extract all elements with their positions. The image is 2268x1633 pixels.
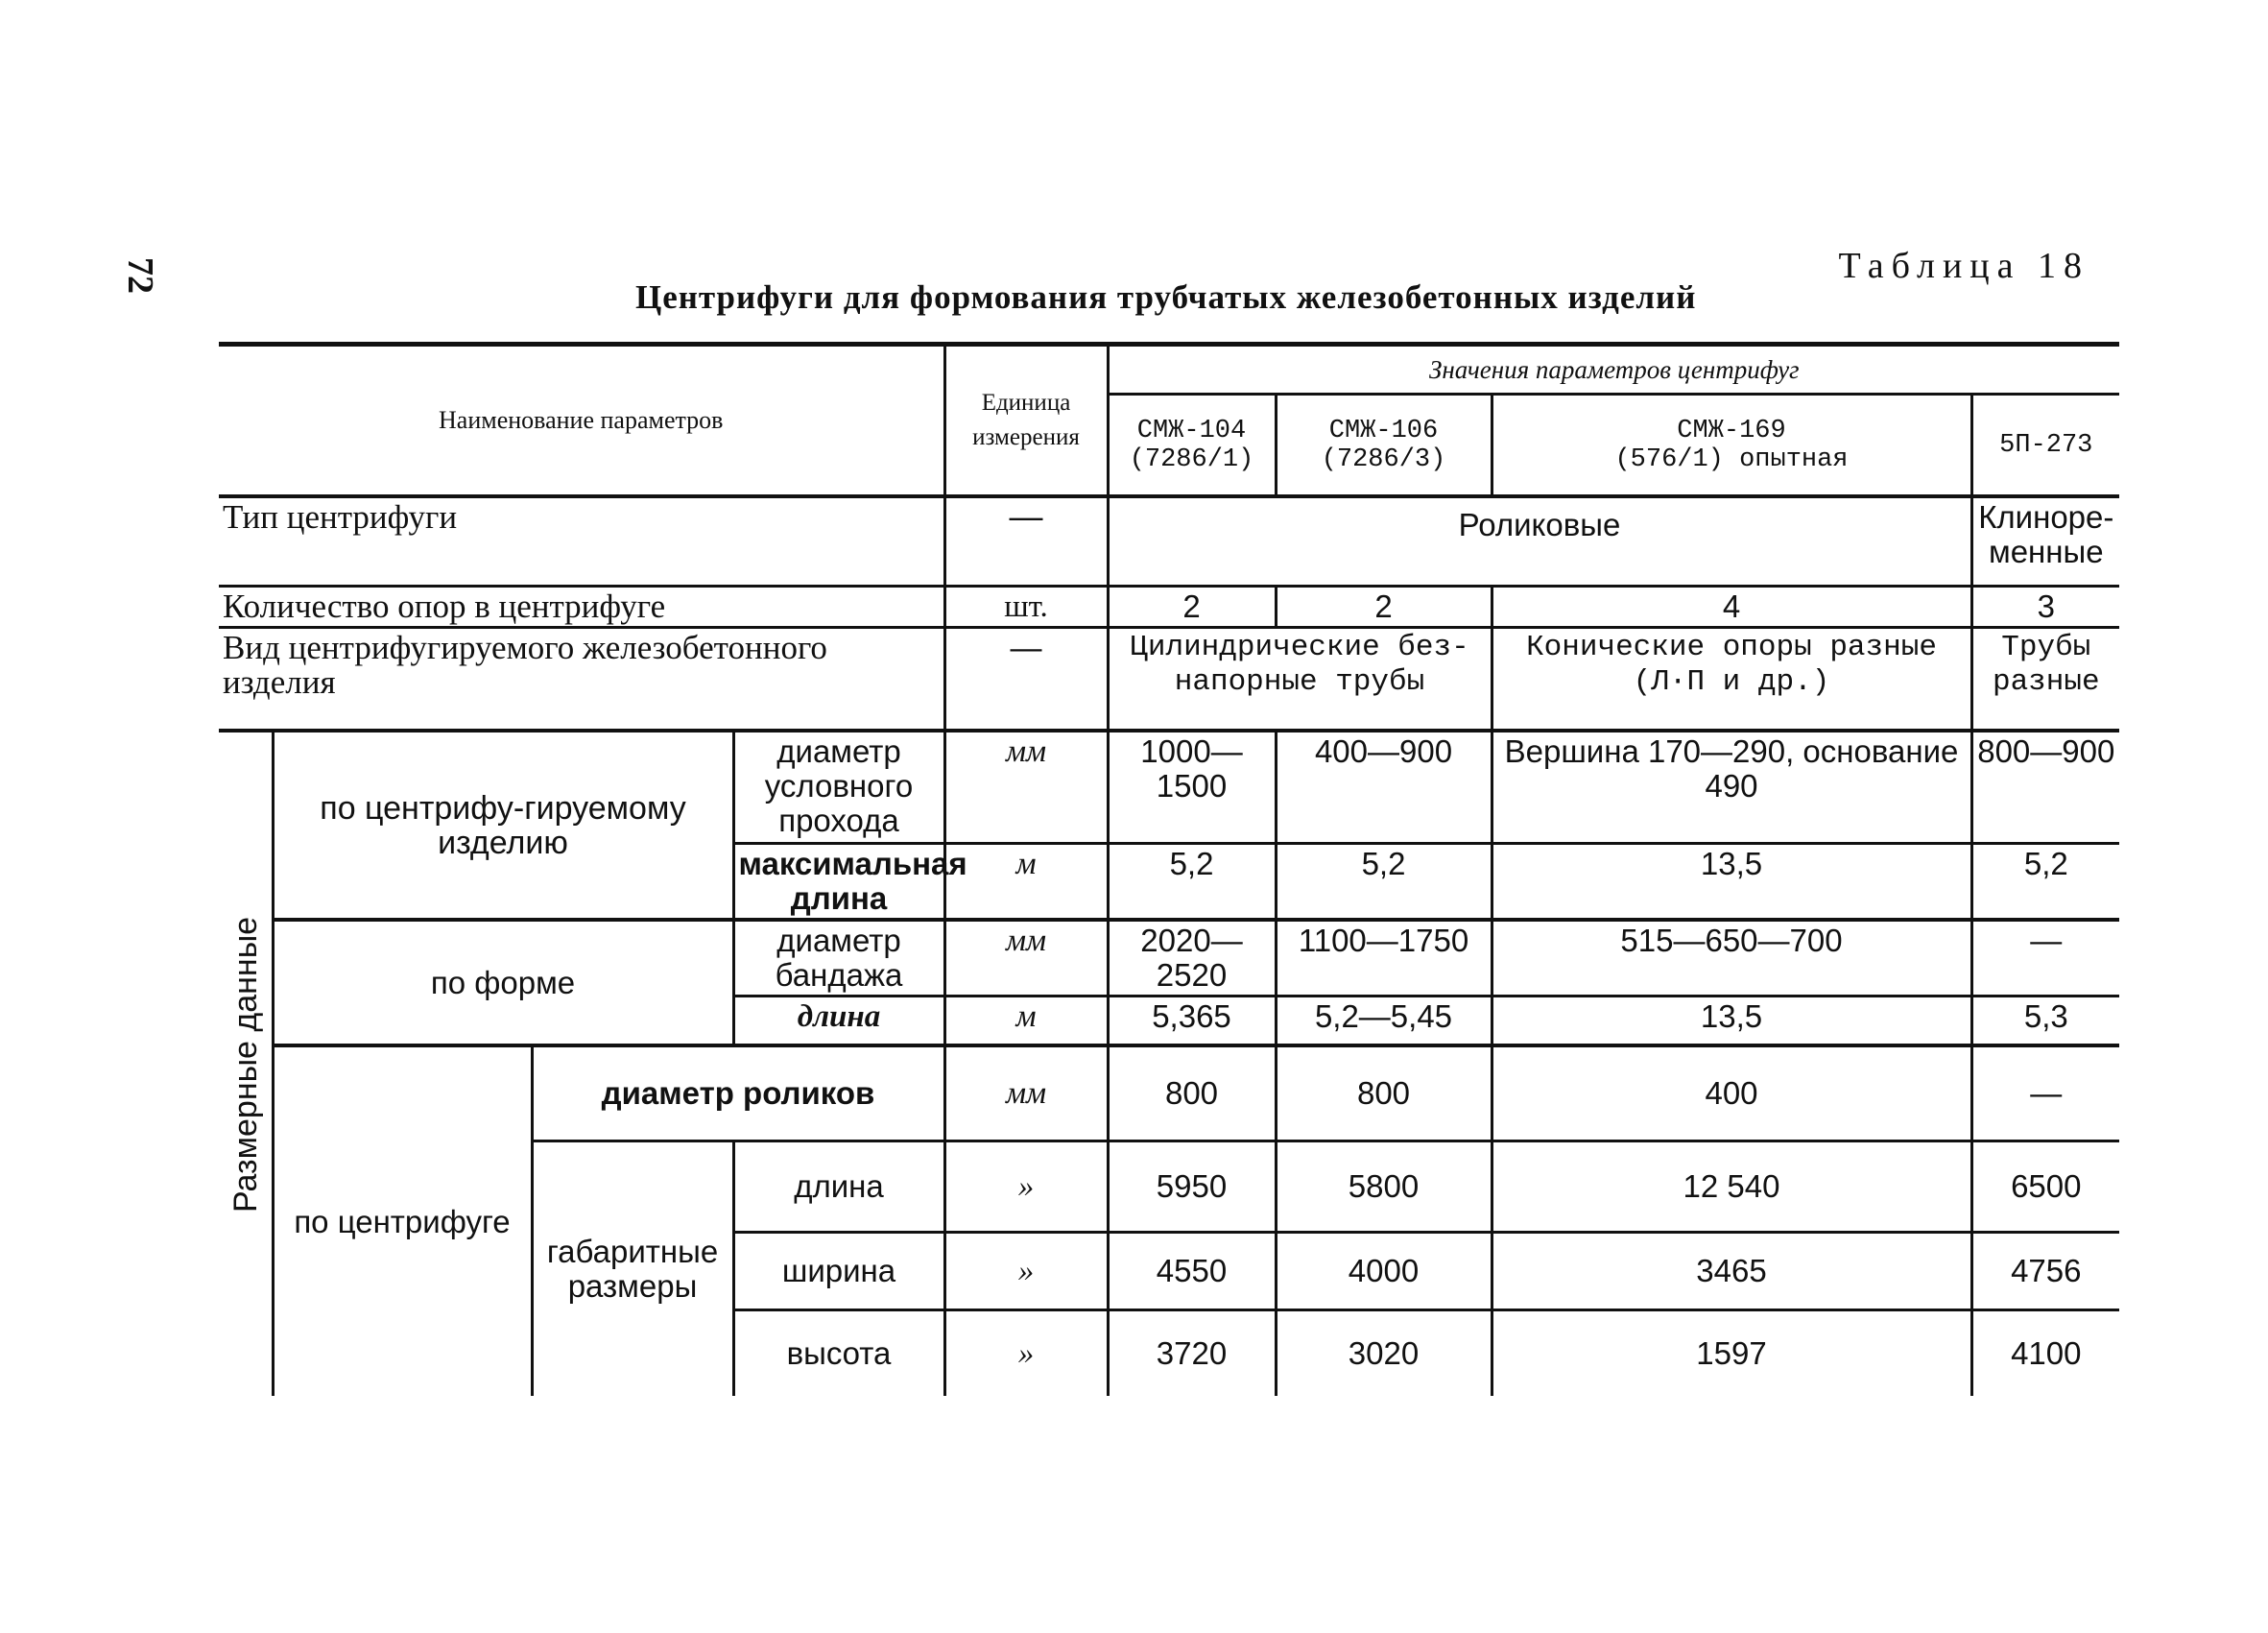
- overall-length-value-3: 12 540: [1492, 1141, 1971, 1233]
- header-model-3: [1492, 395, 1971, 497]
- supports-value-4: 3: [1971, 587, 2119, 628]
- diameter-unit: мм: [944, 731, 1108, 844]
- dims-overall-group: габаритные размеры: [532, 1141, 733, 1397]
- roller-diameter-unit: мм: [944, 1045, 1108, 1141]
- row-product-pipes: Трубы разные: [1971, 628, 2119, 732]
- roller-value-4: —: [1971, 1045, 2119, 1141]
- form-length-value-3: 13,5: [1492, 997, 1971, 1046]
- model-2-code: (7286/3): [1321, 444, 1446, 474]
- roller-value-2: 800: [1276, 1045, 1492, 1141]
- header-model-2: [1276, 395, 1492, 497]
- form-length-label: длина: [733, 997, 944, 1046]
- overall-length-value-1: 5950: [1108, 1141, 1276, 1233]
- header-param-name: Наименование параметров: [219, 345, 944, 497]
- band-value-2: 1100—1750: [1276, 920, 1492, 997]
- overall-length-value-2: 5800: [1276, 1141, 1492, 1233]
- dims-form-group: по форме: [273, 920, 733, 1045]
- overall-length-label: длина: [733, 1141, 944, 1233]
- model-1-name: СМЖ-104: [1136, 416, 1247, 445]
- model-3-name: СМЖ-169: [1677, 416, 1786, 445]
- max-length-unit: м: [944, 844, 1108, 921]
- model-3-code: (576/1) опытная: [1614, 444, 1849, 474]
- supports-value-2: 2: [1276, 587, 1492, 628]
- max-length-value-4: 5,2: [1971, 844, 2119, 921]
- row-supports: [219, 587, 2119, 628]
- diameter-value-3: Вершина 170—290, основание 490: [1492, 731, 1971, 844]
- row-dim-diameter: [219, 731, 2119, 844]
- model-2-name: СМЖ-106: [1328, 416, 1439, 445]
- max-length-value-2: 5,2: [1276, 844, 1492, 921]
- row-dim-roller: [219, 1045, 2119, 1141]
- header-values-group: Значения параметров центрифуг: [1108, 345, 2119, 395]
- row-type-label: Тип центрифуги: [219, 496, 944, 587]
- overall-height-unit: »: [944, 1310, 1108, 1397]
- overall-height-label: высота: [733, 1310, 944, 1397]
- max-length-value-1: 5,2: [1108, 844, 1276, 921]
- overall-height-value-4: 4100: [1971, 1310, 2119, 1397]
- header-model-4: [1971, 395, 2119, 497]
- row-type: [219, 496, 2119, 587]
- max-length-label: максимальная длина: [733, 844, 944, 921]
- header-unit: Единица измерения: [944, 345, 1108, 497]
- form-length-value-2: 5,2—5,45: [1276, 997, 1492, 1046]
- table-label: Таблица 18: [1838, 246, 2089, 286]
- overall-width-value-4: 4756: [1971, 1233, 2119, 1310]
- form-length-value-4: 5,3: [1971, 997, 2119, 1046]
- row-product-cyl: Цилиндрические без-напорные трубы: [1108, 628, 1492, 732]
- row-supports-unit: шт.: [944, 587, 1108, 628]
- row-product-conic: Конические опоры разные (Л·П и др.): [1492, 628, 1971, 732]
- dims-centrifuge-group: по центрифуге: [273, 1045, 532, 1396]
- overall-length-value-4: 6500: [1971, 1141, 2119, 1233]
- band-value-4: —: [1971, 920, 2119, 997]
- overall-length-unit: »: [944, 1141, 1108, 1233]
- row-product-unit: —: [944, 628, 1108, 732]
- supports-value-3: 4: [1492, 587, 1971, 628]
- row-type-wedge: Клиноре-менные: [1971, 496, 2119, 587]
- max-length-value-3: 13,5: [1492, 844, 1971, 921]
- band-value-3: 515—650—700: [1492, 920, 1971, 997]
- overall-height-value-3: 1597: [1492, 1310, 1971, 1397]
- row-dim-band: [219, 920, 2119, 997]
- band-value-1: 2020—2520: [1108, 920, 1276, 997]
- dims-product-group: по центрифу-гируемому изделию: [273, 731, 733, 920]
- overall-width-label: ширина: [733, 1233, 944, 1310]
- diameter-value-4: 800—900: [1971, 731, 2119, 844]
- form-length-value-1: 5,365: [1108, 997, 1276, 1046]
- overall-width-value-2: 4000: [1276, 1233, 1492, 1310]
- overall-width-unit: »: [944, 1233, 1108, 1310]
- table-title: Центрифуги для формования трубчатых железобетонных изделий: [635, 278, 1697, 316]
- band-diameter-label: диаметр бандажа: [733, 920, 944, 997]
- model-4-name: 5П-273: [1999, 430, 2093, 460]
- roller-value-1: 800: [1108, 1045, 1276, 1141]
- diameter-value-2: 400—900: [1276, 731, 1492, 844]
- band-diameter-unit: мм: [944, 920, 1108, 997]
- centrifuge-table: [219, 342, 2119, 1396]
- dims-group-cell: [219, 731, 273, 1396]
- diameter-label: диаметр условного прохода: [733, 731, 944, 844]
- row-product-label: Вид центрифугируемого железобетонного изделия: [219, 628, 944, 732]
- row-type-unit: —: [944, 496, 1108, 587]
- overall-height-value-2: 3020: [1276, 1310, 1492, 1397]
- form-length-unit: м: [944, 997, 1108, 1046]
- header-model-1: [1108, 395, 1276, 497]
- overall-width-value-3: 3465: [1492, 1233, 1971, 1310]
- header-row-1: [219, 345, 2119, 395]
- supports-value-1: 2: [1108, 587, 1276, 628]
- roller-value-3: 400: [1492, 1045, 1971, 1141]
- row-product: [219, 628, 2119, 732]
- model-1-code: (7286/1): [1129, 444, 1254, 474]
- diameter-value-1: 1000—1500: [1108, 731, 1276, 844]
- overall-height-value-1: 3720: [1108, 1310, 1276, 1397]
- page-number: 72: [120, 257, 160, 294]
- row-supports-label: Количество опор в центрифуге: [219, 587, 944, 628]
- roller-diameter-label: диаметр роликов: [532, 1045, 944, 1141]
- dims-group-label: Размерные данные: [227, 916, 265, 1213]
- overall-width-value-1: 4550: [1108, 1233, 1276, 1310]
- row-type-rollers: Роликовые: [1108, 496, 1971, 587]
